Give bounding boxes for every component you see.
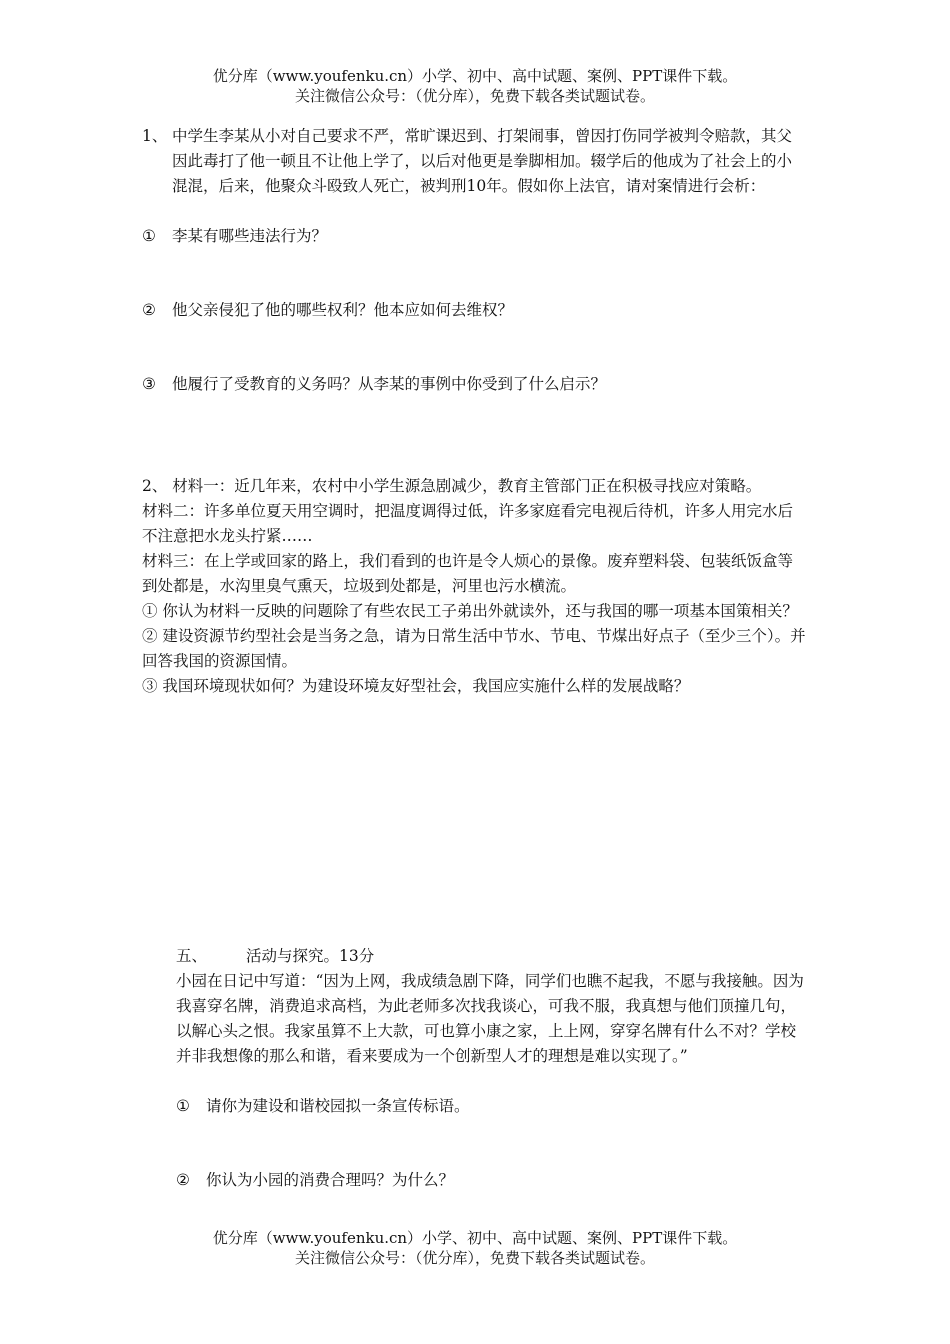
section-5-sub-1-text: 请你为建设和谐校园拟一条宣传标语。 bbox=[206, 1097, 470, 1115]
section-5-title: 活动与探究。13分 bbox=[246, 947, 375, 965]
question-1 bbox=[142, 124, 807, 199]
question-1-sub-1 bbox=[142, 224, 807, 249]
page-header bbox=[0, 66, 950, 106]
section-5-sub-1 bbox=[176, 1094, 808, 1119]
question-1-sub-2 bbox=[142, 298, 807, 323]
section-5-sub-2 bbox=[176, 1168, 808, 1193]
question-1-text: 中学生李某从小对自己要求不严，常旷课迟到、打架闹事，曾因打伤同学被判令赔款，其父因此毒打了他一顿且不让他上学了，以后对他更是拳脚相加。辍学后的他成为了社会上的小混混，后来，他聚众斗殴致人死亡，被判刑10年。假如你上法官，请对案情进行会析： bbox=[172, 127, 793, 195]
question-1-sub-3-text: 他履行了受教育的义务吗？从李某的事例中你受到了什么启示？ bbox=[172, 375, 607, 393]
section-5-sub-2-text: 你认为小园的消费合理吗？为什么？ bbox=[206, 1171, 455, 1189]
header-line-2: 关注微信公众号：（优分库），免费下载各类试题试卷。 bbox=[294, 87, 655, 105]
question-2-material-3: 材料三：在上学或回家的路上，我们看到的也许是令人烦心的景像。废弃塑料袋、包装纸饭盒等到处都是，水沟里臭气熏天，垃圾到处都是，河里也污水横流。 bbox=[142, 552, 794, 595]
footer-line-1: 优分库（www.youfenku.cn）小学、初中、高中试题、案例、PPT课件下载。 bbox=[212, 1229, 738, 1247]
question-2-sub-2: ② 建设资源节约型社会是当务之急，请为日常生活中节水、节电、节煤出好点子（至少三个）。并回答我国的资源国情。 bbox=[142, 627, 806, 670]
section-5-sub-1-number: ① bbox=[176, 1097, 190, 1115]
section-5-number: 五、 bbox=[176, 947, 208, 965]
page-footer bbox=[0, 1228, 950, 1268]
question-1-sub-2-text: 他父亲侵犯了他的哪些权利？他本应如何去维权？ bbox=[172, 301, 514, 319]
question-2 bbox=[142, 474, 807, 699]
question-1-sub-1-number: ① bbox=[142, 227, 156, 245]
footer-line-2: 关注微信公众号：（优分库），免费下载各类试题试卷。 bbox=[294, 1249, 655, 1267]
question-1-sub-1-text: 李某有哪些违法行为？ bbox=[172, 227, 328, 245]
header-line-1: 优分库（www.youfenku.cn）小学、初中、高中试题、案例、PPT课件下载。 bbox=[212, 67, 738, 85]
question-2-material-2: 材料二：许多单位夏天用空调时，把温度调得过低，许多家庭看完电视后待机，许多人用完水后不注意把水龙头拧紧…… bbox=[142, 502, 794, 545]
question-2-sub-1: ① 你认为材料一反映的问题除了有些农民工子弟出外就读外，还与我国的哪一项基本国策相关？ bbox=[142, 602, 798, 620]
question-1-number: 1、 bbox=[142, 127, 168, 145]
section-5-passage: 小园在日记中写道：“因为上网，我成绩急剧下降，同学们也瞧不起我，不愿与我接触。因为我喜穿名牌，消费追求高档，为此老师多次找我谈心，可我不服，我真想与他们顶撞几句，以解心头之恨。我家虽算不上大款，可也算小康之家，上上网，穿穿名牌有什么不对？学校并非我想像的那么和谐，看来要成为一个创新型人才的理想是难以实现了。” bbox=[176, 972, 804, 1065]
question-2-sub-3: ③ 我国环境现状如何？为建设环境友好型社会，我国应实施什么样的发展战略？ bbox=[142, 677, 690, 695]
question-1-sub-2-number: ② bbox=[142, 301, 156, 319]
question-1-sub-3-number: ③ bbox=[142, 375, 156, 393]
question-2-material-1: 2、 材料一：近几年来，农村中小学生源急剧减少，教育主管部门正在积极寻找应对策略。 bbox=[142, 477, 762, 495]
section-5 bbox=[176, 944, 808, 1069]
question-1-sub-3 bbox=[142, 372, 807, 397]
section-5-sub-2-number: ② bbox=[176, 1171, 190, 1189]
